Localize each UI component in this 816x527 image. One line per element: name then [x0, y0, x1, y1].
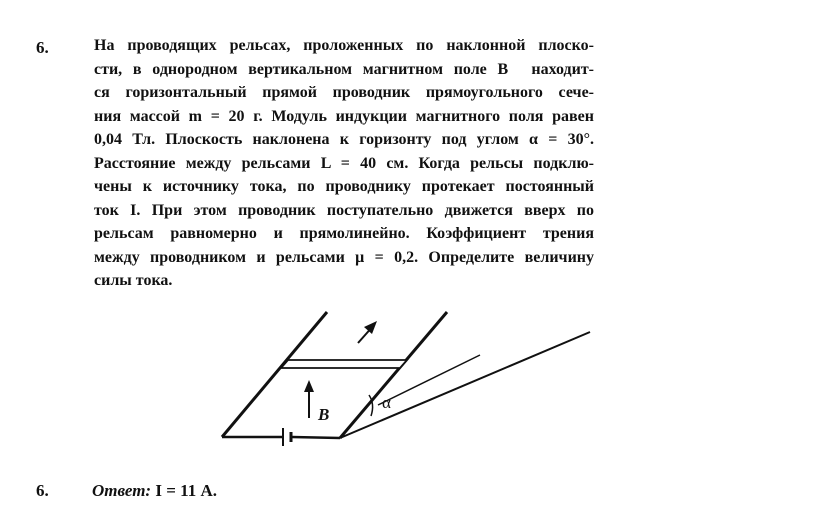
problem-line: 0,04 Тл. Плоскость наклонена к горизонту под углом α = 30°. — [94, 131, 594, 148]
conductor-bar — [281, 360, 407, 368]
problem-line: На проводящих рельсах, проложенных по наклонной плоско- — [94, 37, 594, 54]
b-label: B⃗ — [318, 405, 343, 424]
right-rail — [340, 312, 447, 438]
problem-line: Расстояние между рельсами L = 40 см. Когда рельсы подклю- — [94, 154, 594, 172]
problem-line: сти, в однородном вертикальном магнитном поле B⃗ находит- — [94, 60, 594, 78]
problem-line: ния массой m = 20 г. Модуль индукции магнитного поля равен — [94, 107, 594, 125]
problem-line: между проводником и рельсами μ = 0,2. Определите величину — [94, 248, 594, 266]
motion-arrow-head — [364, 321, 377, 334]
answer-value: I = 11 А. — [151, 481, 217, 500]
problem-line: ся горизонтальный прямой проводник прямоугольного сече- — [94, 84, 594, 101]
problem-line: ток I. При этом проводник поступательно движется вверх по — [94, 201, 594, 219]
b-arrow-head — [304, 380, 314, 392]
answer — [92, 481, 217, 501]
problem-line: силы тока. — [94, 272, 173, 289]
angle-label: α — [382, 393, 391, 412]
left-rail — [222, 312, 327, 437]
answer-number: 6. — [36, 481, 49, 500]
problem-line: рельсам равномерно и прямолинейно. Коэффициент трения — [94, 225, 594, 242]
problem-number: 6. — [36, 38, 49, 57]
incline-line — [340, 332, 590, 438]
answer-label: Ответ: — [92, 481, 152, 500]
bottom-wire-right — [292, 437, 340, 438]
problem-line: чены к источнику тока, по проводнику протекает постоянный — [94, 178, 594, 195]
